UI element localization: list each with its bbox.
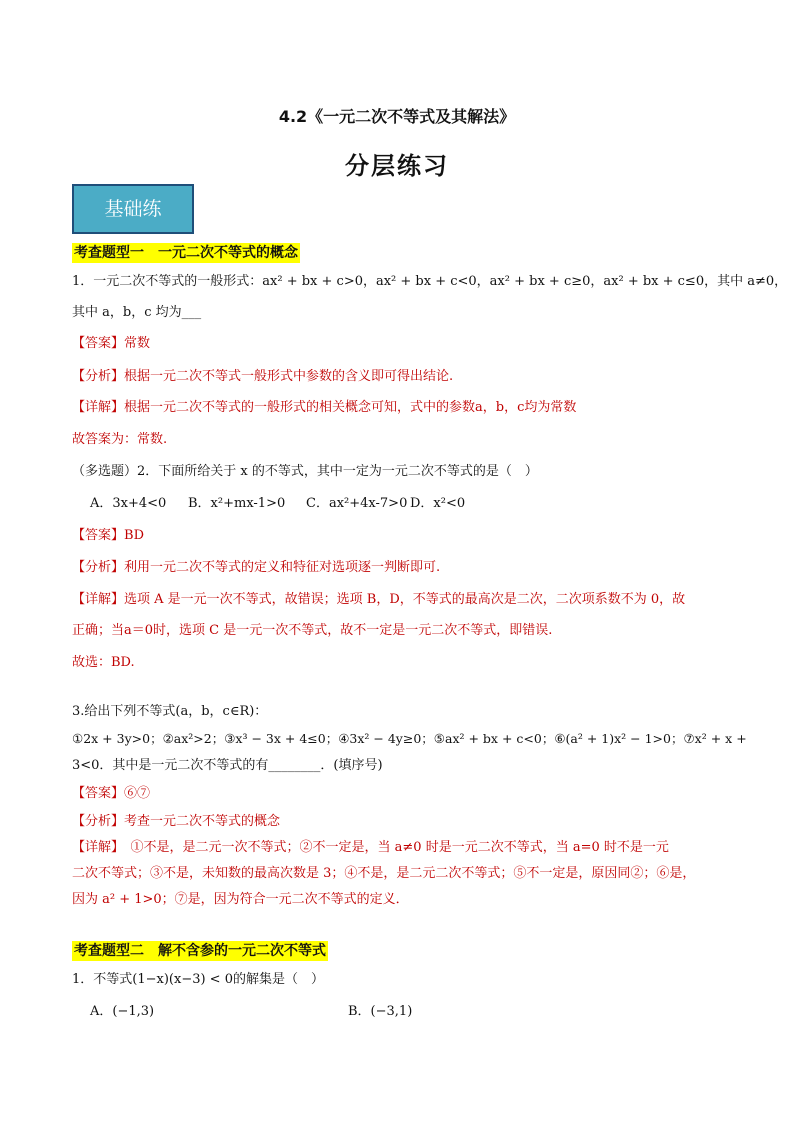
detail-label: 【详解】 <box>72 840 118 855</box>
detail-text: 根据一元二次不等式的一般形式的相关概念可知，式中的参数a，b，c均为常数 <box>124 400 577 415</box>
answer-label: 【答案】 <box>72 786 125 801</box>
detail-label: 【详解】 <box>72 592 125 607</box>
q3-stem-line1: 3.给出下列不等式(a，b，c∈R)： <box>72 704 268 719</box>
answer-text: 常数 <box>124 336 151 351</box>
q3-answer <box>72 784 732 804</box>
analysis-label: 【分析】 <box>72 560 125 575</box>
s2-q1-option-a: A．(−1,3) <box>90 1004 155 1019</box>
q2-answer <box>72 526 732 546</box>
answer-label: 【答案】 <box>72 336 125 351</box>
q1-conclusion: 故答案为：常数. <box>72 432 168 447</box>
analysis-text: 考查一元二次不等式的概念 <box>124 814 281 829</box>
q1-stem-line1: 1．一元二次不等式的一般形式：ax² + bx + c>0，ax² + bx + c<0，ax² + bx + c≥0，ax² + bx + c≤0，其中 a≠0， <box>72 274 788 289</box>
detail-text: ①不是，是二元一次不等式；②不一定是，当 a≠0 时是一元二次不等式，当 a=0 时不是一元 <box>117 840 669 855</box>
level-tag: 基础练 <box>72 184 194 234</box>
q2-option-a: A．3x+4<0 <box>90 496 167 511</box>
q2-option-b: B．x²+mx-1>0 <box>188 496 286 511</box>
document-title: 4.2《一元二次不等式及其解法》 <box>278 107 516 126</box>
q3-analysis <box>72 812 732 832</box>
detail-text: 选项 A 是一元一次不等式，故错误；选项 B，D，不等式的最高次是二次，二次项系数不为 0，故 <box>124 592 686 607</box>
analysis-label: 【分析】 <box>72 814 125 829</box>
answer-text: BD <box>124 528 144 543</box>
analysis-label: 【分析】 <box>72 369 125 384</box>
q2-detail-line1 <box>72 590 732 610</box>
q1-answer <box>72 334 732 354</box>
q2-detail-line2: 正确；当a＝0时，选项 C 是一元一次不等式，故不一定是一元二次不等式，即错误. <box>72 623 553 638</box>
section-heading-2: 考查题型二 解不含参的一元二次不等式 <box>74 943 326 959</box>
q3-detail-line1 <box>72 838 732 858</box>
analysis-text: 利用一元二次不等式的定义和特征对选项逐一判断即可. <box>124 560 441 575</box>
q2-analysis <box>72 558 732 578</box>
q1-detail <box>72 398 732 418</box>
analysis-text: 根据一元二次不等式一般形式中参数的含义即可得出结论. <box>124 369 454 384</box>
q2-option-c: C．ax²+4x-7>0 <box>306 496 408 511</box>
s2-q1-option-b: B．(−3,1) <box>348 1004 413 1019</box>
detail-label: 【详解】 <box>72 400 125 415</box>
answer-text: ⑥⑦ <box>124 786 151 801</box>
section-heading-1: 考查题型一 一元二次不等式的概念 <box>74 245 298 261</box>
q1-analysis <box>72 367 732 387</box>
document-subtitle: 分层练习 <box>345 152 449 180</box>
q3-stem-line3: 3<0．其中是一元二次不等式的有________．(填序号) <box>72 758 383 773</box>
q3-detail-line2: 二次不等式；③不是，未知数的最高次数是 3；④不是，是二元二次不等式；⑤不一定是，原因同②；⑥是， <box>72 866 696 881</box>
q3-detail-line3: 因为 a² + 1>0；⑦是，因为符合一元二次不等式的定义． <box>72 892 409 907</box>
q2-option-d: D．x²<0 <box>410 496 466 511</box>
q3-stem-line2: ①2x + 3y>0；②ax²>2；③x³ − 3x + 4≤0；④3x² − 4y≥0；⑤ax² + bx + c<0；⑥(a² + 1)x² − 1>0；⑦x² + x + <box>72 731 747 746</box>
q2-stem: （多选题）2．下面所给关于 x 的不等式，其中一定为一元二次不等式的是（ ） <box>72 464 538 479</box>
s2-q1-stem: 1．不等式(1−x)(x−3) < 0的解集是（ ） <box>72 972 324 987</box>
q1-stem-line2: 其中 a，b，c 均为___ <box>72 305 202 320</box>
q2-conclusion: 故选：BD. <box>72 655 135 670</box>
answer-label: 【答案】 <box>72 528 125 543</box>
